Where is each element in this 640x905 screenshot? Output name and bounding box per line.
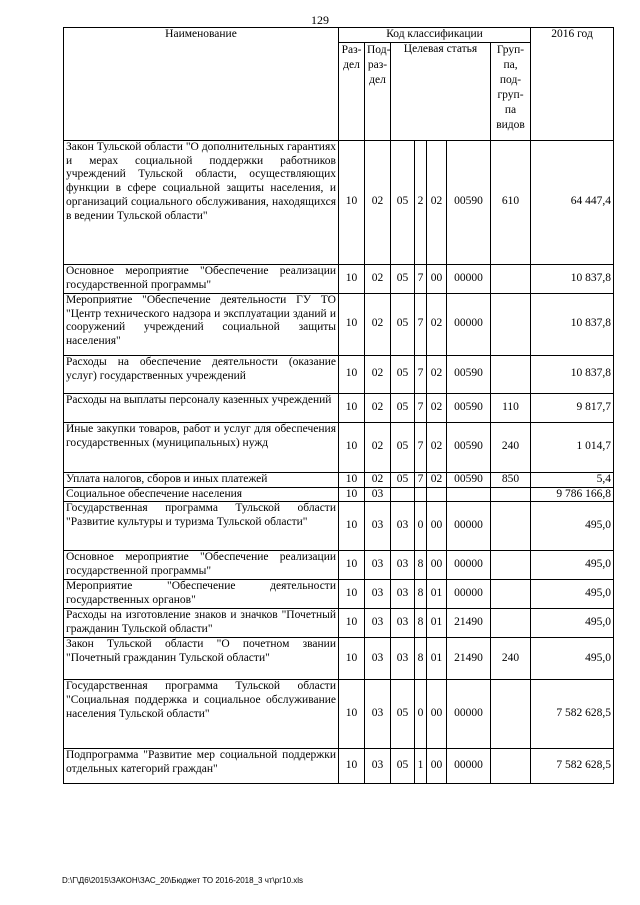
razdel-cell: 10 [339,422,365,472]
target-subprogram-cell: 8 [415,609,427,638]
target-program-cell: 05 [391,140,415,264]
podrazdel-cell: 02 [365,140,391,264]
table-row [64,393,614,422]
table-row [64,502,614,551]
razdel-cell: 10 [339,551,365,580]
table-row [64,293,614,355]
podrazdel-cell: 02 [365,472,391,487]
target-event-cell: 01 [427,580,447,609]
podrazdel-cell: 03 [365,551,391,580]
table-row [64,140,614,264]
row-name: Мероприятие "Обеспечение деятельности ГУ ТО "Центр технического надзора и эксплуатации зданий и сооружений учреждений социальной защиты населения" [64,293,339,355]
target-subprogram-cell: 7 [415,293,427,355]
target-event-cell: 02 [427,472,447,487]
target-event-cell: 01 [427,609,447,638]
podrazdel-cell: 02 [365,355,391,393]
target-program-cell: 05 [391,749,415,784]
expense-type-cell: 110 [491,393,531,422]
razdel-cell: 10 [339,393,365,422]
target-direction-cell: 00000 [447,502,491,551]
expense-type-cell [491,551,531,580]
table-row [64,472,614,487]
row-name: Закон Тульской области "О почетном звании "Почетный гражданин Тульской области" [64,638,339,680]
podrazdel-cell: 03 [365,609,391,638]
header-code: Код классификации [339,28,531,43]
table-row [64,609,614,638]
target-subprogram-cell: 0 [415,502,427,551]
table-row [64,749,614,784]
expense-type-cell: 240 [491,422,531,472]
target-subprogram-cell: 8 [415,638,427,680]
razdel-cell: 10 [339,502,365,551]
amount-2016-cell: 495,0 [531,609,614,638]
target-direction-cell: 00590 [447,472,491,487]
target-event-cell: 02 [427,422,447,472]
expense-type-cell [491,264,531,293]
amount-2016-cell: 7 582 628,5 [531,680,614,749]
amount-2016-cell: 1 014,7 [531,422,614,472]
podrazdel-cell: 03 [365,580,391,609]
target-direction-cell: 00000 [447,680,491,749]
row-name: Расходы на обеспечение деятельности (оказание услуг) государственных учреждений [64,355,339,393]
target-event-cell: 00 [427,551,447,580]
target-direction-cell: 21490 [447,609,491,638]
razdel-cell: 10 [339,580,365,609]
page-number: 129 [311,13,329,27]
razdel-cell: 10 [339,140,365,264]
podrazdel-cell: 03 [365,502,391,551]
razdel-cell: 10 [339,749,365,784]
row-name: Расходы на изготовление знаков и значков "Почетный гражданин Тульской области" [64,609,339,638]
amount-2016-cell: 495,0 [531,502,614,551]
header-group: Груп- па, под- груп- па видов [491,42,531,140]
row-name: Расходы на выплаты персоналу казенных учреждений [64,393,339,422]
target-program-cell: 03 [391,502,415,551]
target-direction-cell: 21490 [447,638,491,680]
target-event-cell: 02 [427,393,447,422]
target-direction-cell: 00590 [447,393,491,422]
razdel-cell: 10 [339,487,365,502]
row-name: Иные закупки товаров, работ и услуг для обеспечения государственных (муниципальных) нужд [64,422,339,472]
target-direction-cell [447,487,491,502]
amount-2016-cell: 495,0 [531,551,614,580]
target-direction-cell: 00590 [447,355,491,393]
target-program-cell: 05 [391,355,415,393]
header-name: Наименование [64,28,339,141]
razdel-cell: 10 [339,355,365,393]
table-body [64,140,614,784]
razdel-cell: 10 [339,609,365,638]
expense-type-cell [491,487,531,502]
razdel-cell: 10 [339,680,365,749]
header-target: Целевая статья [391,42,491,140]
target-direction-cell: 00000 [447,749,491,784]
podrazdel-cell: 02 [365,264,391,293]
header-razdel: Раз- дел [339,42,365,140]
table-row [64,422,614,472]
expense-type-cell: 240 [491,638,531,680]
expense-type-cell [491,293,531,355]
razdel-cell: 10 [339,472,365,487]
row-name: Социальное обеспечение населения [64,487,339,502]
table-row [64,355,614,393]
podrazdel-cell: 03 [365,487,391,502]
target-program-cell: 05 [391,472,415,487]
table-row [64,551,614,580]
target-event-cell [427,487,447,502]
expense-type-cell [491,680,531,749]
amount-2016-cell: 495,0 [531,638,614,680]
target-event-cell: 00 [427,502,447,551]
target-program-cell: 05 [391,393,415,422]
budget-table [63,27,614,784]
target-event-cell: 00 [427,749,447,784]
header-podrazdel: Под- раз- дел [365,42,391,140]
target-subprogram-cell: 0 [415,680,427,749]
razdel-cell: 10 [339,264,365,293]
target-subprogram-cell: 7 [415,264,427,293]
table-row [64,487,614,502]
amount-2016-cell: 5,4 [531,472,614,487]
amount-2016-cell: 10 837,8 [531,355,614,393]
razdel-cell: 10 [339,638,365,680]
header-year: 2016 год [531,28,614,141]
expense-type-cell [491,580,531,609]
target-event-cell: 02 [427,355,447,393]
target-event-cell: 02 [427,293,447,355]
expense-type-cell: 610 [491,140,531,264]
podrazdel-cell: 02 [365,393,391,422]
target-subprogram-cell: 7 [415,472,427,487]
target-program-cell: 05 [391,680,415,749]
target-subprogram-cell: 7 [415,422,427,472]
table-row [64,264,614,293]
table-row [64,580,614,609]
file-path-footer: D:\Г\Д6\2015\ЗАКОН\ЗАС_20\Бюджет ТО 2016-2018_3 чт\рг10.xls [62,876,304,885]
expense-type-cell [491,355,531,393]
target-subprogram-cell: 7 [415,393,427,422]
podrazdel-cell: 02 [365,422,391,472]
expense-type-cell [491,609,531,638]
target-program-cell: 05 [391,293,415,355]
target-event-cell: 00 [427,264,447,293]
target-direction-cell: 00590 [447,422,491,472]
row-name: Уплата налогов, сборов и иных платежей [64,472,339,487]
table-row [64,680,614,749]
row-name: Государственная программа Тульской области "Социальная поддержка и социальное обслуживание населения Тульской области" [64,680,339,749]
target-program-cell: 03 [391,638,415,680]
expense-type-cell [491,502,531,551]
target-program-cell: 03 [391,551,415,580]
target-program-cell: 05 [391,422,415,472]
expense-type-cell: 850 [491,472,531,487]
amount-2016-cell: 9 786 166,8 [531,487,614,502]
row-name: Государственная программа Тульской области "Развитие культуры и туризма Тульской области" [64,502,339,551]
target-subprogram-cell [415,487,427,502]
table-row [64,638,614,680]
target-event-cell: 02 [427,140,447,264]
target-subprogram-cell: 1 [415,749,427,784]
podrazdel-cell: 03 [365,680,391,749]
podrazdel-cell: 03 [365,638,391,680]
row-name: Основное мероприятие "Обеспечение реализации государственной программы" [64,264,339,293]
amount-2016-cell: 10 837,8 [531,293,614,355]
row-name: Мероприятие "Обеспечение деятельности государственных органов" [64,580,339,609]
expense-type-cell [491,749,531,784]
target-direction-cell: 00000 [447,264,491,293]
target-direction-cell: 00000 [447,293,491,355]
row-name: Подпрограмма "Развитие мер социальной поддержки отдельных категорий граждан" [64,749,339,784]
amount-2016-cell: 495,0 [531,580,614,609]
target-direction-cell: 00000 [447,580,491,609]
row-name: Закон Тульской области "О дополнительных гарантиях и мерах социальной поддержки работников учреждений Тульской области, осуществляющих функции в сфере социальной защиты населения, и организаций социального обслуживания, находящихся в ведении Тульской области" [64,140,339,264]
target-program-cell [391,487,415,502]
amount-2016-cell: 9 817,7 [531,393,614,422]
target-subprogram-cell: 2 [415,140,427,264]
razdel-cell: 10 [339,293,365,355]
amount-2016-cell: 7 582 628,5 [531,749,614,784]
target-direction-cell: 00000 [447,551,491,580]
target-program-cell: 03 [391,609,415,638]
target-subprogram-cell: 7 [415,355,427,393]
target-subprogram-cell: 8 [415,580,427,609]
podrazdel-cell: 03 [365,749,391,784]
target-event-cell: 00 [427,680,447,749]
amount-2016-cell: 64 447,4 [531,140,614,264]
target-program-cell: 03 [391,580,415,609]
podrazdel-cell: 02 [365,293,391,355]
amount-2016-cell: 10 837,8 [531,264,614,293]
target-direction-cell: 00590 [447,140,491,264]
row-name: Основное мероприятие "Обеспечение реализации государственной программы" [64,551,339,580]
target-subprogram-cell: 8 [415,551,427,580]
target-event-cell: 01 [427,638,447,680]
target-program-cell: 05 [391,264,415,293]
